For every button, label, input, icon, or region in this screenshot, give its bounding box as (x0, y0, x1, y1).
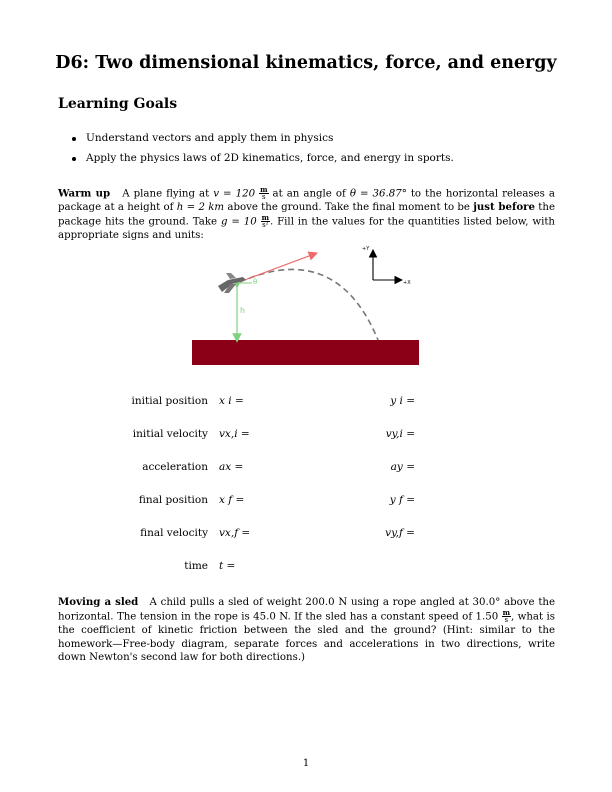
row-y-value: vy,i = (385, 428, 415, 440)
page-title: D6: Two dimensional kinematics, force, and energy (55, 53, 557, 73)
row-label: initial velocity (132, 428, 208, 440)
goal-text: Understand vectors and apply them in physics (86, 132, 334, 144)
row-x-value: t = (219, 560, 236, 572)
list-item (74, 132, 333, 144)
warmup-text: A plane flying at (122, 188, 214, 200)
row-label: final position (138, 494, 208, 506)
warmup-text: . Fill in the values for the quantities listed below, with appropriate signs and units: (58, 216, 555, 242)
sled-paragraph (58, 596, 555, 665)
frac-num: m (260, 185, 268, 194)
row-y-value: y i = (390, 395, 415, 407)
list-item (74, 152, 454, 164)
warmup-heading: Warm up (58, 187, 111, 200)
theta-label: θ (253, 278, 258, 286)
h-expression: h = 2 km (176, 202, 225, 213)
x-axis-label: +X (403, 280, 411, 286)
emphasis: just before (473, 201, 535, 213)
row-y-value: vy,f = (385, 527, 415, 539)
ground (192, 340, 419, 365)
warmup-text: above the ground. Take the final moment to be (224, 202, 474, 213)
frac-num: m (502, 608, 510, 618)
unit-fraction (502, 609, 511, 624)
goal-text: Apply the physics laws of 2D kinematics, force, and energy in sports. (86, 152, 454, 164)
frac-den: s² (262, 221, 269, 230)
y-axis-label: +Y (362, 246, 370, 252)
sled-text: A child pulls a sled of weight 200.0 N using a rope angled at 30.0° above the horizontal. The tension in the rope is 45.0 N. If the sled has a constant speed of 1.50 (58, 597, 556, 623)
warmup-paragraph (58, 186, 555, 243)
frac-num: m (261, 213, 269, 223)
row-label: time (184, 560, 208, 572)
bullet-icon (72, 137, 76, 141)
unit-fraction (259, 186, 268, 201)
row-x-value: vx,i = (219, 428, 250, 440)
row-x-value: x i = (219, 395, 244, 407)
row-label: acceleration (142, 461, 208, 473)
row-y-value: y f = (389, 494, 415, 506)
row-x-value: x f = (219, 494, 245, 506)
row-x-value: ax = (219, 461, 244, 473)
warmup-text: at an angle of (268, 188, 350, 200)
theta-expression: θ = 36.87° (349, 188, 407, 200)
row-y-value: ay = (390, 461, 415, 473)
trajectory-diagram (180, 240, 440, 370)
warmup-text: to the horizontal releases a package at a height of (58, 188, 556, 213)
g-expression: g = 10 (220, 216, 257, 228)
row-x-value: vx,f = (219, 527, 251, 539)
row-label: initial position (131, 395, 208, 407)
warmup-text: the package hits the ground. Take (58, 202, 555, 228)
unit-fraction (261, 214, 270, 229)
row-label: final velocity (140, 527, 208, 539)
v-expression: v = 120 (213, 188, 256, 200)
page-number: 1 (302, 758, 310, 769)
frac-den: s (504, 616, 509, 625)
frac-den: s (261, 193, 266, 201)
trajectory-path (240, 269, 378, 340)
velocity-arrow (242, 253, 317, 281)
learning-goals-heading: Learning Goals (58, 96, 178, 112)
sled-heading: Moving a sled (58, 596, 139, 608)
bullet-icon (72, 157, 76, 161)
sled-text: , what is the coefficient of kinetic friction between the sled and the ground? (Hint: similar to the homework—Free-body diagram, separate forces and accelerations in two directions, write down Newton's second law for both directions.) (58, 611, 555, 664)
h-label: h (240, 306, 246, 315)
